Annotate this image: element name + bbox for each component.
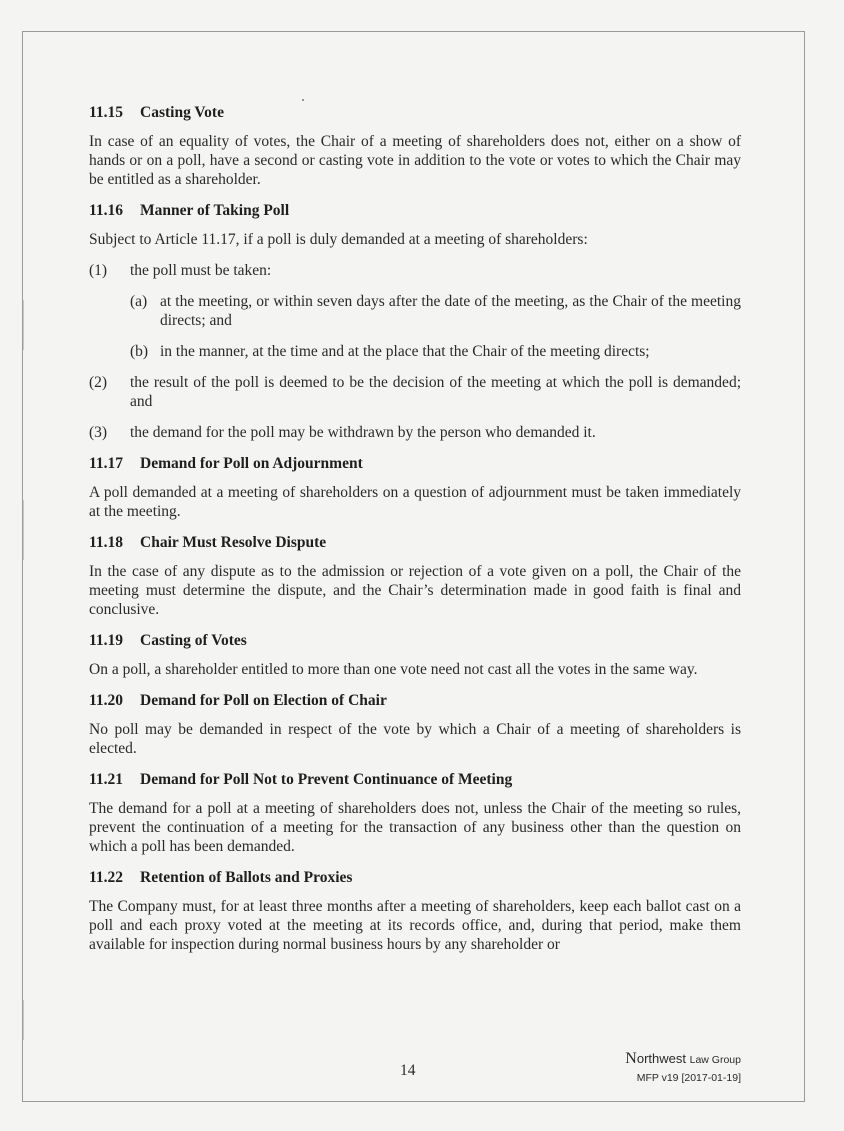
firm-footer bbox=[625, 1050, 741, 1085]
list-marker: (3) bbox=[89, 424, 108, 441]
section-heading bbox=[89, 454, 741, 473]
section-intro: Subject to Article 11.17, if a poll is duly demanded at a meeting of shareholders: bbox=[89, 231, 588, 248]
section-title: Demand for Poll on Adjournment bbox=[140, 455, 363, 472]
list-marker: (2) bbox=[89, 374, 108, 391]
section-number: 11.18 bbox=[89, 534, 124, 551]
list-marker: (1) bbox=[89, 262, 108, 279]
section-number: 11.22 bbox=[89, 869, 124, 886]
section-body: The demand for a poll at a meeting of shareholders does not, unless the Chair of the meeting so rules, prevent the continuation of a meeting for the transaction of any business other than the question on which a poll has been demanded. bbox=[89, 800, 741, 855]
sub-list-text: at the meeting, or within seven days after the date of the meeting, as the Chair of the meeting directs; and bbox=[160, 293, 741, 329]
section-heading bbox=[89, 201, 741, 220]
document-version: MFP v19 [2017-01-19] bbox=[636, 1072, 741, 1084]
scan-speck bbox=[302, 99, 304, 101]
section-body: In the case of any dispute as to the admission or rejection of a vote given on a poll, the Chair of the meeting must determine the dispute, and the Chair’s determination made in good faith is final and conclusive. bbox=[89, 563, 741, 618]
sub-list-text: in the manner, at the time and at the place that the Chair of the meeting directs; bbox=[160, 343, 650, 360]
firm-name-rest: orthwest bbox=[636, 1051, 686, 1066]
section-number: 11.15 bbox=[89, 104, 124, 121]
section-body: No poll may be demanded in respect of the vote by which a Chair of a meeting of shareholders is elected. bbox=[89, 721, 741, 757]
list-item bbox=[89, 373, 741, 411]
section-title: Casting of Votes bbox=[140, 632, 247, 649]
firm-suffix: Law Group bbox=[689, 1054, 741, 1066]
section-heading bbox=[89, 533, 741, 552]
section-number: 11.19 bbox=[89, 632, 124, 649]
section-heading bbox=[89, 770, 741, 789]
section-body: In case of an equality of votes, the Chair of a meeting of shareholders does not, either on a show of hands or on a poll, have a second or casting vote in addition to the vote or votes to which the Chair may be entitled as a shareholder. bbox=[89, 133, 741, 188]
section-heading bbox=[89, 691, 741, 710]
section-body: On a poll, a shareholder entitled to more than one vote need not cast all the votes in the same way. bbox=[89, 661, 698, 678]
sub-list-item bbox=[130, 292, 741, 330]
list-text: the result of the poll is deemed to be the decision of the meeting at which the poll is demanded; and bbox=[130, 374, 741, 410]
section-body: A poll demanded at a meeting of shareholders on a question of adjournment must be taken immediately at the meeting. bbox=[89, 484, 741, 520]
section-title: Demand for Poll Not to Prevent Continuance of Meeting bbox=[140, 771, 513, 788]
list-item bbox=[89, 261, 741, 280]
list-text: the demand for the poll may be withdrawn by the person who demanded it. bbox=[130, 424, 596, 441]
firm-initial: N bbox=[625, 1050, 637, 1067]
scan-margin-mark bbox=[23, 500, 24, 560]
scan-margin-mark bbox=[23, 300, 24, 350]
section-title: Retention of Ballots and Proxies bbox=[140, 869, 353, 886]
sub-list-item bbox=[130, 342, 741, 361]
sub-list-marker: (b) bbox=[130, 343, 149, 360]
section-title: Chair Must Resolve Dispute bbox=[140, 534, 327, 551]
sub-list-marker: (a) bbox=[130, 293, 148, 310]
section-number: 11.20 bbox=[89, 692, 124, 709]
section-title: Demand for Poll on Election of Chair bbox=[140, 692, 387, 709]
list-item bbox=[89, 423, 741, 442]
section-number: 11.17 bbox=[89, 455, 124, 472]
list-text: the poll must be taken: bbox=[130, 262, 272, 279]
section-heading bbox=[89, 631, 741, 650]
section-number: 11.16 bbox=[89, 202, 124, 219]
section-number: 11.21 bbox=[89, 771, 124, 788]
firm-name bbox=[625, 1050, 741, 1069]
section-heading bbox=[89, 103, 741, 122]
document-body bbox=[89, 103, 741, 966]
section-heading bbox=[89, 868, 741, 887]
section-title: Casting Vote bbox=[140, 104, 224, 121]
scan-margin-mark bbox=[23, 1000, 24, 1040]
section-body: The Company must, for at least three months after a meeting of shareholders, keep each ballot cast on a poll and each proxy voted at the meeting at its records office, and, during that period, make them available for inspection during normal business hours by any shareholder or bbox=[89, 898, 741, 953]
section-title: Manner of Taking Poll bbox=[140, 202, 290, 219]
page-number: 14 bbox=[400, 1062, 416, 1079]
